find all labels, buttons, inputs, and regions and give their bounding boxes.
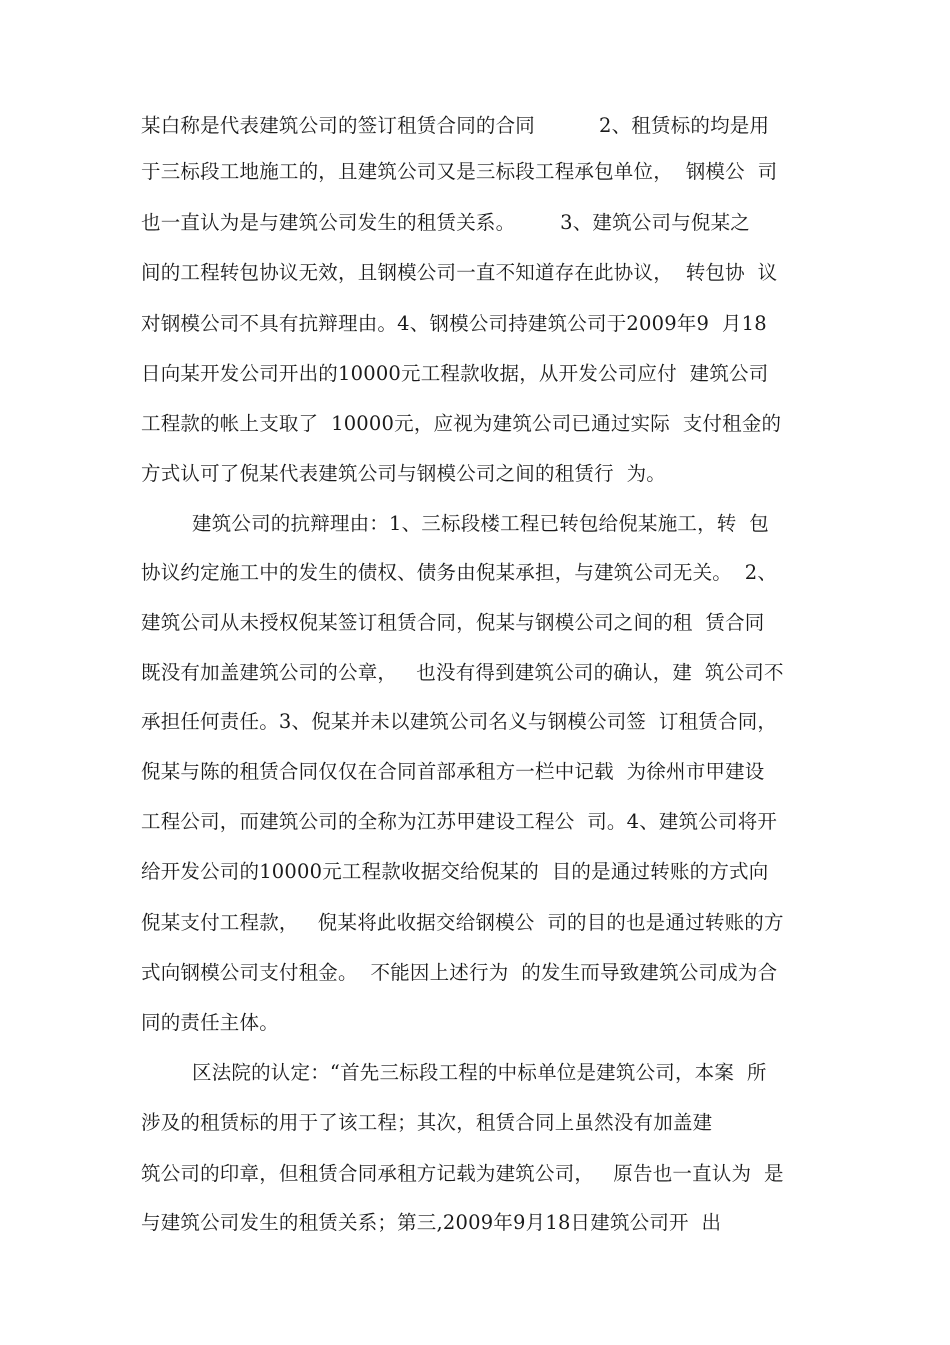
text-line: 对钢模公司不具有抗辩理由。4、钢模公司持建筑公司于2009年9 月18 bbox=[141, 312, 767, 335]
text-line: 式向钢模公司支付租金。 不能因上述行为 的发生而导致建筑公司成为合 bbox=[141, 961, 778, 984]
text-line: 工程款的帐上支取了 10000元，应视为建筑公司已通过实际 支付租金的 bbox=[141, 412, 782, 435]
text-line: 倪某与陈的租赁合同仅仅在合同首部承租方一栏中记载 为徐州市甲建设 bbox=[141, 760, 765, 783]
text-line: 日向某开发公司开出的10000元工程款收据，从开发公司应付 建筑公司 bbox=[141, 362, 769, 385]
text-line: 筑公司的印章，但租赁合同承租方记载为建筑公司， 原告也一直认为 是 bbox=[141, 1162, 784, 1185]
text-line: 给开发公司的10000元工程款收据交给倪某的 目的是通过转账的方式向 bbox=[141, 860, 769, 883]
text-line: 与建筑公司发生的租赁关系；第三,2009年9月18日建筑公司开 出 bbox=[141, 1211, 722, 1234]
text-line: 同的责任主体。 bbox=[141, 1011, 279, 1034]
text-line: 也一直认为是与建筑公司发生的租赁关系。 3、建筑公司与倪某之 bbox=[141, 211, 750, 234]
text-line: 协议约定施工中的发生的债权、债务由倪某承担，与建筑公司无关。 2、 bbox=[141, 561, 778, 584]
text-line: 方式认可了倪某代表建筑公司与钢模公司之间的租赁行 为。 bbox=[141, 462, 666, 485]
text-line: 涉及的租赁标的用于了该工程；其次，租赁合同上虽然没有加盖建 bbox=[141, 1111, 713, 1134]
text-line: 间的工程转包协议无效，且钢模公司一直不知道存在此协议， 转包协 议 bbox=[141, 261, 778, 284]
text-line: 倪某支付工程款， 倪某将此收据交给钢模公 司的目的也是通过转账的方 bbox=[141, 911, 784, 934]
text-line: 既没有加盖建筑公司的公章， 也没有得到建筑公司的确认，建 筑公司不 bbox=[141, 661, 784, 684]
text-line: 某白称是代表建筑公司的签订租赁合同的合同 2、租赁标的均是用 bbox=[141, 114, 770, 137]
text-line: 承担任何责任。3、倪某并未以建筑公司名义与钢模公司签 订租赁合同， bbox=[141, 710, 778, 733]
paragraph-first-line: 区法院的认定：“首先三标段工程的中标单位是建筑公司，本案 所 bbox=[192, 1061, 767, 1084]
text-line: 建筑公司从未授权倪某签订租赁合同，倪某与钢模公司之间的租 赁合同 bbox=[141, 611, 765, 634]
text-line: 工程公司，而建筑公司的全称为江苏甲建设工程公 司。4、建筑公司将开 bbox=[141, 810, 778, 833]
text-line: 于三标段工地施工的，且建筑公司又是三标段工程承包单位， 钢模公 司 bbox=[141, 160, 778, 183]
paragraph-first-line: 建筑公司的抗辩理由：1、三标段楼工程已转包给倪某施工，转 包 bbox=[192, 512, 770, 535]
